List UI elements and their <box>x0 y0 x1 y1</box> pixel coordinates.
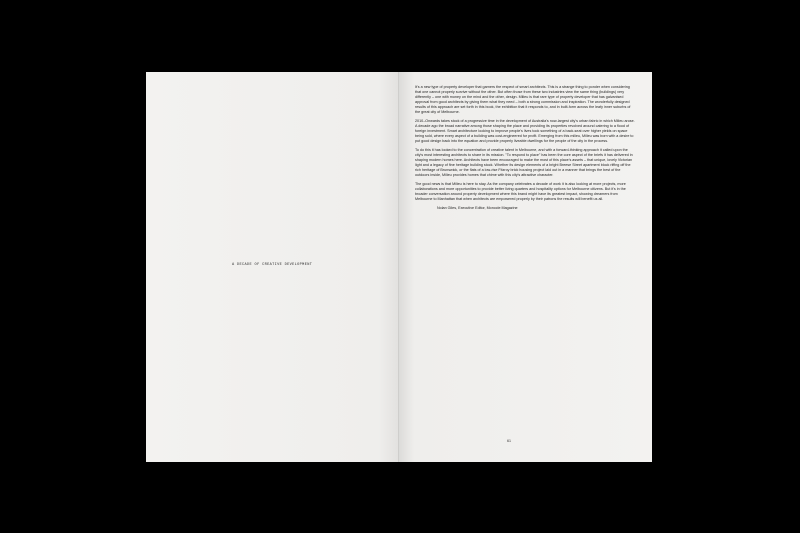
author-signature: Nolan Giles, Executive Editor, Monocle Magazine <box>437 206 518 211</box>
book-spread <box>146 72 652 462</box>
essay-paragraph: The good news is that Milieu is here to stay. As the company celebrates a decade of work it is also looking at more projects, more collaborations and more opportunities to provide better living quarters and hospitality options for Melbourne citizens. But it's in the broader conversation around property development where this brand might have its greatest impact, showing dreamers from Melbourne to Manhattan that when architects are empowered properly by their patrons the results will benefit us all. <box>415 181 626 201</box>
left-page <box>146 72 399 462</box>
essay-paragraph: To do this it has looked to the concentration of creative talent in Melbourne, and with a forward-thinking approach it called upon the city's most interesting architects to share in its mission. "To respond to place" has been the core aspect of the briefs it has delivered in shaping modern homes here. Architects have been encouraged to make the most of this place's assets – that unique, lovely Victorian light and a legacy of fine heritage building stock. Whether its design elements of a bright Breese Street apartment block riffing off the rich heritage of Brunswick, or the flats of a low-rise Fitzroy brick housing project laid out in a manner that brings the best of the outdoors inside, Milieu provides homes that chime with this city's attractive character. <box>415 147 633 177</box>
section-title: A DECADE OF CREATIVE DEVELOPMENT <box>232 263 313 267</box>
essay-text <box>415 85 635 211</box>
page-number: 61 <box>507 439 511 443</box>
right-page <box>399 72 652 462</box>
essay-paragraph: It's a new type of property developer that garners the respect of smart architects. This is a strange thing to ponder when considering that one cannot properly survive without the other. But often those from these two industries view the same thing (buildings) very differently – one with money on the mind and the other, design. Milieu is that rare type of property developer that has galvanised approval from good architects by giving them what they need – both a strong commission and inspiration. The wonderfully designed results of this approach are set forth in this book, the exhibition that it responds to, and in built-form across the leafy inner suburbs of the great city of Melbourne. <box>415 85 631 114</box>
essay-paragraph: 2010–Onwards takes stock of a progressive time in the development of Australia's now-largest city's urban fabric in which Milieu arose. A decade ago the broad narrative among those shaping the place and providing its properties revolved around catering to a flood of foreign investment. Smart architecture looking to improve people's lives took something of a back-seat over higher yields on space being sold, where every aspect of a building was cost-engineered for profit. Emerging from this milieu, Milieu was born with a desire to put good design back into the equation and provide properly liveable dwellings for the people of the city in the process. <box>415 118 635 143</box>
